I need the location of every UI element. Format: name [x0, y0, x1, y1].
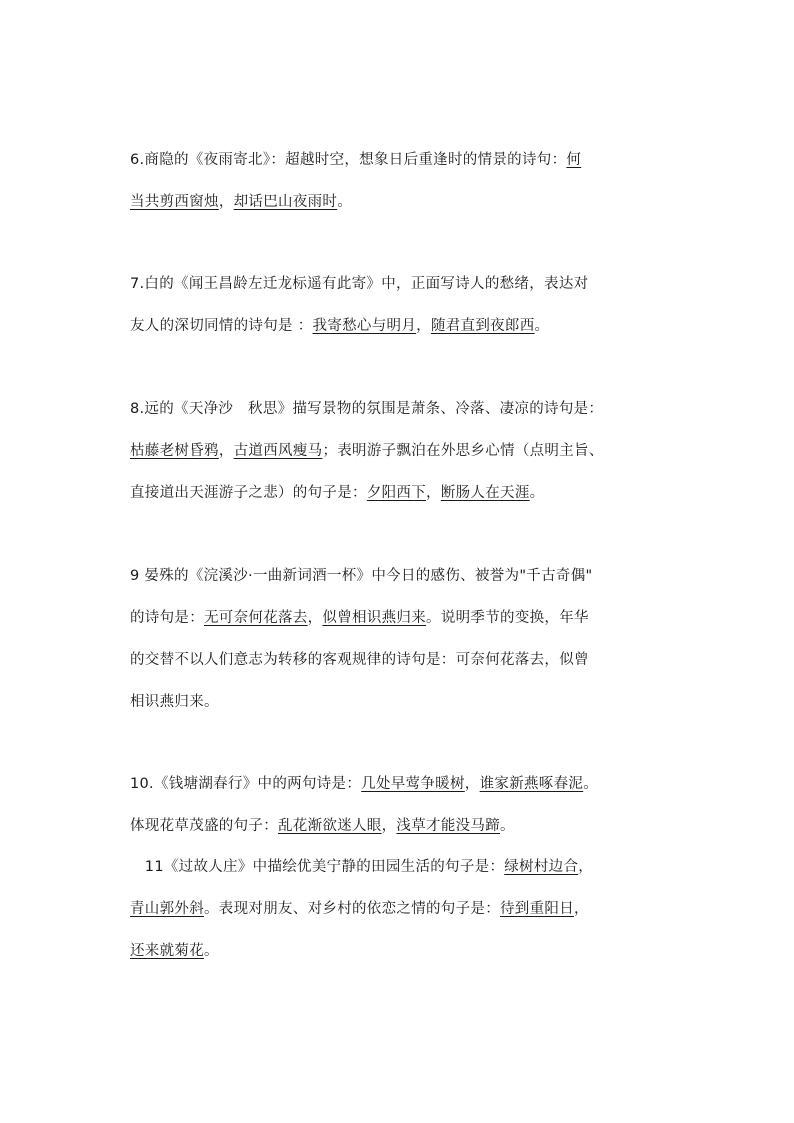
text-line	[130, 897, 589, 921]
text-segment: 11《过故人庄》中描绘优美宁静的田园生活的句子是：	[130, 859, 505, 875]
text-segment: 7.白的《闻王昌龄左迁龙标遥有此寄》中，正面写诗人的愁绪，表达对	[130, 276, 589, 292]
text-line	[130, 939, 219, 963]
underlined-answer: 待到重阳日	[500, 901, 574, 917]
text-line	[130, 439, 604, 463]
text-segment: 8.远的《天净沙 秋思》描写景物的氛围是萧条、冷落、凄凉的诗句是：	[130, 401, 604, 417]
text-segment: 友人的深切同情的诗句是 ：	[130, 318, 313, 334]
text-line	[130, 690, 219, 714]
underlined-answer: 枯藤老树昏鸦	[130, 443, 219, 459]
text-segment: ，	[464, 776, 480, 792]
text-line	[130, 481, 544, 505]
text-segment: 的交替不以人们意志为转移的客观规律的诗句是：可奈何花落去，似曾	[130, 652, 589, 668]
underlined-answer: 何	[566, 152, 582, 168]
underlined-answer: 古道西风瘦马	[233, 443, 323, 459]
text-line	[130, 190, 352, 214]
text-line	[130, 855, 593, 879]
underlined-answer: 当共剪西窗烛	[130, 194, 219, 210]
underlined-answer: 随君直到夜郎西	[430, 318, 535, 334]
text-segment: ，	[574, 901, 589, 917]
text-segment: ，	[578, 859, 594, 875]
underlined-answer: 还来就菊花	[130, 943, 204, 959]
text-segment: 。说明季节的变换，年华	[426, 610, 589, 626]
underlined-answer: 青山郭外斜	[130, 901, 204, 917]
text-segment: ，	[381, 818, 397, 834]
text-segment: 。	[583, 776, 599, 792]
text-segment: 体现花草茂盛的句子：	[130, 818, 278, 834]
underlined-answer: 我寄愁心与明月	[312, 318, 417, 334]
underlined-answer: 无可奈何花落去	[204, 610, 308, 626]
text-segment: 相识燕归来。	[130, 694, 219, 710]
text-line	[130, 814, 515, 838]
text-segment: 9 晏殊的《浣溪沙·一曲新词酒一杯》中今日的感伤、被誉为"千古奇偶"	[130, 568, 593, 584]
text-segment: 10.《钱塘湖春行》中的两句诗是：	[130, 776, 362, 792]
underlined-answer: 浅草才能没马蹄	[396, 818, 501, 834]
text-segment: 6.商隐的《夜雨寄北》：超越时空，想象日后重逢时的情景的诗句：	[130, 152, 567, 168]
text-segment: 。	[534, 318, 550, 334]
underlined-answer: 乱花渐欲迷人眼	[278, 818, 382, 834]
underlined-answer: 断肠人在天涯	[440, 485, 530, 501]
text-segment: 。表现对朋友、对乡村的依恋之情的句子是：	[204, 901, 500, 917]
text-line	[130, 272, 588, 296]
text-line	[130, 648, 589, 672]
underlined-answer: 似曾相识燕归来	[322, 610, 427, 626]
text-line	[130, 314, 549, 338]
underlined-answer: 却话巴山夜雨时	[233, 194, 338, 210]
text-line	[130, 564, 592, 588]
underlined-answer: 绿树村边合	[504, 859, 579, 875]
text-segment: 直接道出天涯游子之悲）的句子是：	[130, 485, 367, 501]
text-segment: 。	[500, 818, 515, 834]
text-segment: ，	[307, 610, 323, 626]
text-line	[130, 606, 589, 630]
text-segment: 。	[529, 485, 545, 501]
text-segment: ，	[426, 485, 441, 501]
text-segment: ，	[218, 194, 234, 210]
text-segment: ；表明游子飘泊在外思乡心情（点明主旨、	[322, 443, 604, 459]
text-line	[130, 148, 581, 172]
underlined-answer: 几处早莺争暖树	[361, 776, 465, 792]
text-line	[130, 397, 603, 421]
underlined-answer: 夕阳西下	[366, 485, 427, 501]
text-segment: 。	[204, 943, 219, 959]
text-segment: ，	[416, 318, 431, 334]
text-segment: ，	[218, 443, 234, 459]
text-segment: 的诗句是：	[130, 610, 204, 626]
underlined-answer: 谁家新燕啄春泥	[479, 776, 584, 792]
text-segment: 。	[337, 194, 353, 210]
text-line	[130, 772, 598, 796]
